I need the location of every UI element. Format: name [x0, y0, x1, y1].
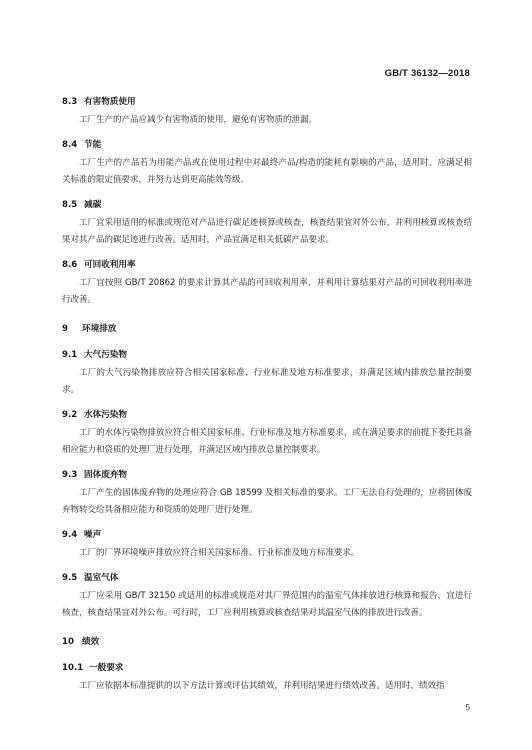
chapter-9 [62, 323, 472, 335]
section-heading [62, 529, 472, 541]
section-paragraph: 工厂应采用 GB/T 32150 或适用的标准或规范对其厂界范围内的温室气体排放进行核算和报告，宜进行核查，核查结果宜对外公布。可行时，工厂应利用核算或核查结果对其温室气体的排放进行改善。 [62, 591, 472, 618]
section-10-1 [62, 662, 472, 695]
chapter-10 [62, 636, 472, 648]
chapter-heading [62, 323, 472, 335]
chapter-title: 绩效 [82, 637, 100, 647]
section-paragraph: 工厂宜按照 GB/T 20862 的要求计算其产品的可回收利用率，并利用计算结果对产品的可回收利用率进行改善。 [62, 278, 472, 305]
section-heading [62, 349, 472, 361]
section-title: 大气污染物 [84, 350, 127, 360]
section-8-6 [62, 259, 472, 309]
section-title: 水体污染物 [84, 410, 127, 420]
page-number: 5 [465, 703, 470, 712]
section-paragraph: 工厂的大气污染物排放应符合相关国家标准、行业标准及地方标准要求，并满足区域内排放总量控制要求。 [62, 368, 472, 395]
section-paragraph: 工厂生产的产品应减少有害物质的使用，避免有害物质的泄漏。 [79, 115, 318, 125]
section-number: 8.4 [62, 140, 78, 150]
section-number: 8.3 [62, 97, 78, 107]
section-title: 一般要求 [89, 663, 124, 673]
standard-number: GB/T 36132—2018 [384, 68, 470, 79]
section-8-3 [62, 96, 472, 129]
section-paragraph: 工厂应依据本标准提供的以下方法计算或评估其绩效，并利用结果进行绩效改善。适用时，绩效指 [79, 681, 445, 691]
chapter-number: 10 [62, 637, 74, 647]
section-number: 9.1 [62, 350, 78, 360]
section-paragraph: 工厂生产的产品若为用能产品或在使用过程中对最终产品/构造的能耗有影响的产品，适用时，应满足相关标准的限定值要求，并努力达到更高能效等级。 [62, 158, 472, 185]
section-number: 8.5 [62, 200, 78, 210]
section-heading [62, 572, 472, 584]
section-8-5 [62, 199, 472, 249]
chapter-heading [62, 636, 472, 648]
section-heading [62, 409, 472, 421]
section-heading [62, 662, 472, 674]
chapter-title: 环境排放 [82, 324, 117, 334]
chapter-number: 9 [62, 324, 68, 334]
section-number: 9.5 [62, 573, 78, 583]
section-number: 9.3 [62, 470, 78, 480]
section-title: 温室气体 [84, 573, 119, 583]
section-title: 噪声 [84, 530, 102, 540]
section-9-4 [62, 529, 472, 562]
section-heading [62, 259, 472, 271]
section-heading [62, 199, 472, 211]
section-title: 可回收利用率 [84, 260, 136, 270]
section-9-3 [62, 469, 472, 519]
section-paragraph: 工厂的厂界环境噪声排放应符合相关国家标准、行业标准及地方标准要求。 [79, 548, 360, 558]
section-number: 9.2 [62, 410, 78, 420]
section-paragraph: 工厂产生的固体废弃物的处理应符合 GB 18599 及相关标准的要求。工厂无法自行处理的，应将固体废弃物转交给具备相应能力和资质的处理厂进行处理。 [62, 488, 472, 515]
section-title: 固体废弃物 [84, 470, 127, 480]
section-8-4 [62, 139, 472, 189]
section-title: 有害物质使用 [84, 97, 136, 107]
section-number: 8.6 [62, 260, 78, 270]
section-paragraph: 工厂宜采用适用的标准或规范对产品进行碳足迹核算或核查，核查结果宜对外公布，并利用核算或核查结果对其产品的碳足迹进行改善。适用时，产品宜满足相关低碳产品要求。 [62, 218, 472, 245]
section-title: 减碳 [84, 200, 102, 210]
section-title: 节能 [84, 140, 102, 150]
section-heading [62, 139, 472, 151]
section-number: 10.1 [62, 663, 84, 673]
section-9-1 [62, 349, 472, 399]
section-9-5 [62, 572, 472, 622]
section-9-2 [62, 409, 472, 459]
document-body [62, 96, 472, 695]
section-heading [62, 96, 472, 108]
section-paragraph: 工厂的水体污染物排放应符合相关国家标准、行业标准及地方标准要求，或在满足要求的前提下委托具备相应能力和资质的处理厂进行处理，并满足区域内排放总量控制要求。 [62, 428, 472, 455]
section-heading [62, 469, 472, 481]
section-number: 9.4 [62, 530, 78, 540]
